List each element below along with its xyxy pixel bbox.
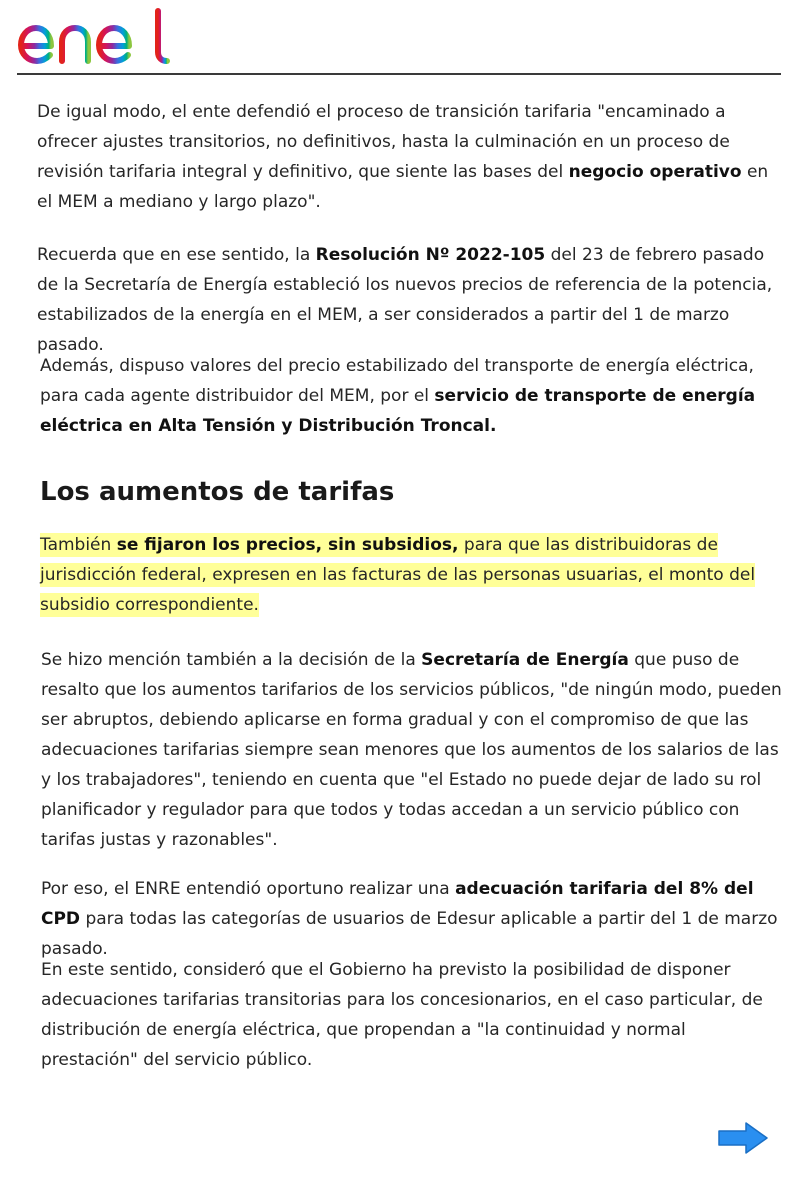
text-segment: Se hizo mención también a la decisión de la — [41, 650, 422, 670]
paragraph-transporte — [40, 351, 785, 441]
paragraph-resolucion — [37, 240, 782, 360]
header-divider — [17, 73, 781, 75]
svg-text:enel: enel — [18, 8, 21, 9]
bold-text-secretaria-energia: Secretaría de Energía — [421, 650, 629, 670]
paragraph-gobierno — [41, 955, 786, 1075]
right-arrow-icon[interactable] — [716, 1120, 770, 1156]
text-segment: Además, dispuso valores del precio estabilizado del transporte de energía eléctrica, para cada agente distribuidor del MEM, por el — [40, 356, 754, 406]
paragraph-highlighted-subsidios — [40, 530, 785, 620]
section-heading: Los aumentos de tarifas — [40, 477, 395, 507]
text-segment: que puso de resalto que los aumentos tarifarios de los servicios públicos, "de ningún modo, pueden ser abruptos, debiendo aplicarse en forma gradual y con el compromiso de que las adecuaciones tarifarias siempre sean menores que los aumentos de los salarios de las y los trabajadores", teniendo en cuenta que "el Estado no puede dejar de lado su rol planificador y regulador para que todos y todas accedan a un servicio público con tarifas justas y razonables". — [41, 650, 782, 850]
paragraph-adecuacion-tarifaria — [41, 874, 786, 964]
highlighted-text — [40, 533, 755, 617]
text-segment: en el MEM a mediano y largo plazo". — [37, 162, 769, 212]
paragraph-transicion-tarifaria — [37, 97, 782, 217]
bold-text-negocio-operativo: negocio operativo — [568, 162, 742, 182]
bold-text-servicio-transporte: servicio de transporte de energía eléctrica en Alta Tensión y Distribución Troncal. — [40, 386, 756, 436]
paragraph-secretaria-energia — [41, 645, 786, 855]
bold-text-precios-sin-subsidios: se fijaron los precios, sin subsidios, — [116, 535, 459, 555]
text-segment: Recuerda que en ese sentido, la — [37, 245, 316, 265]
text-segment: Por eso, el ENRE entendió oportuno realizar una — [41, 879, 456, 899]
bold-text-resolucion: Resolución Nº 2022-105 — [315, 245, 546, 265]
text-segment: para que las distribuidoras de jurisdicción federal, expresen en las facturas de las personas usuarias, el monto del subsidio correspondiente. — [40, 535, 756, 615]
text-segment: En este sentido, consideró que el Gobierno ha previsto la posibilidad de disponer adecuaciones tarifarias transitorias para los concesionarios, en el caso particular, de distribución de energía eléctrica, que propendan a "la continuidad y normal prestación" del servicio público. — [41, 960, 763, 1070]
text-segment: También — [40, 535, 117, 555]
text-segment: del 23 de febrero pasado de la Secretaría de Energía estableció los nuevos precios de referencia de la potencia, estabilizados de la energía en el MEM, a ser considerados a partir del 1 de marzo pasado. — [37, 245, 773, 355]
site-header — [0, 0, 800, 75]
text-segment: para todas las categorías de usuarios de Edesur aplicable a partir del 1 de marzo pasado. — [41, 909, 778, 959]
text-segment: De igual modo, el ente defendió el proceso de transición tarifaria "encaminado a ofrecer ajustes transitorios, no definitivos, hasta la culminación en un proceso de revisión tarifaria integral y definitivo, que siente las bases del — [37, 102, 730, 182]
bold-text-adecuacion-8-cpd: adecuación tarifaria del 8% del CPD — [41, 879, 754, 929]
enel-logo[interactable] — [18, 8, 170, 66]
